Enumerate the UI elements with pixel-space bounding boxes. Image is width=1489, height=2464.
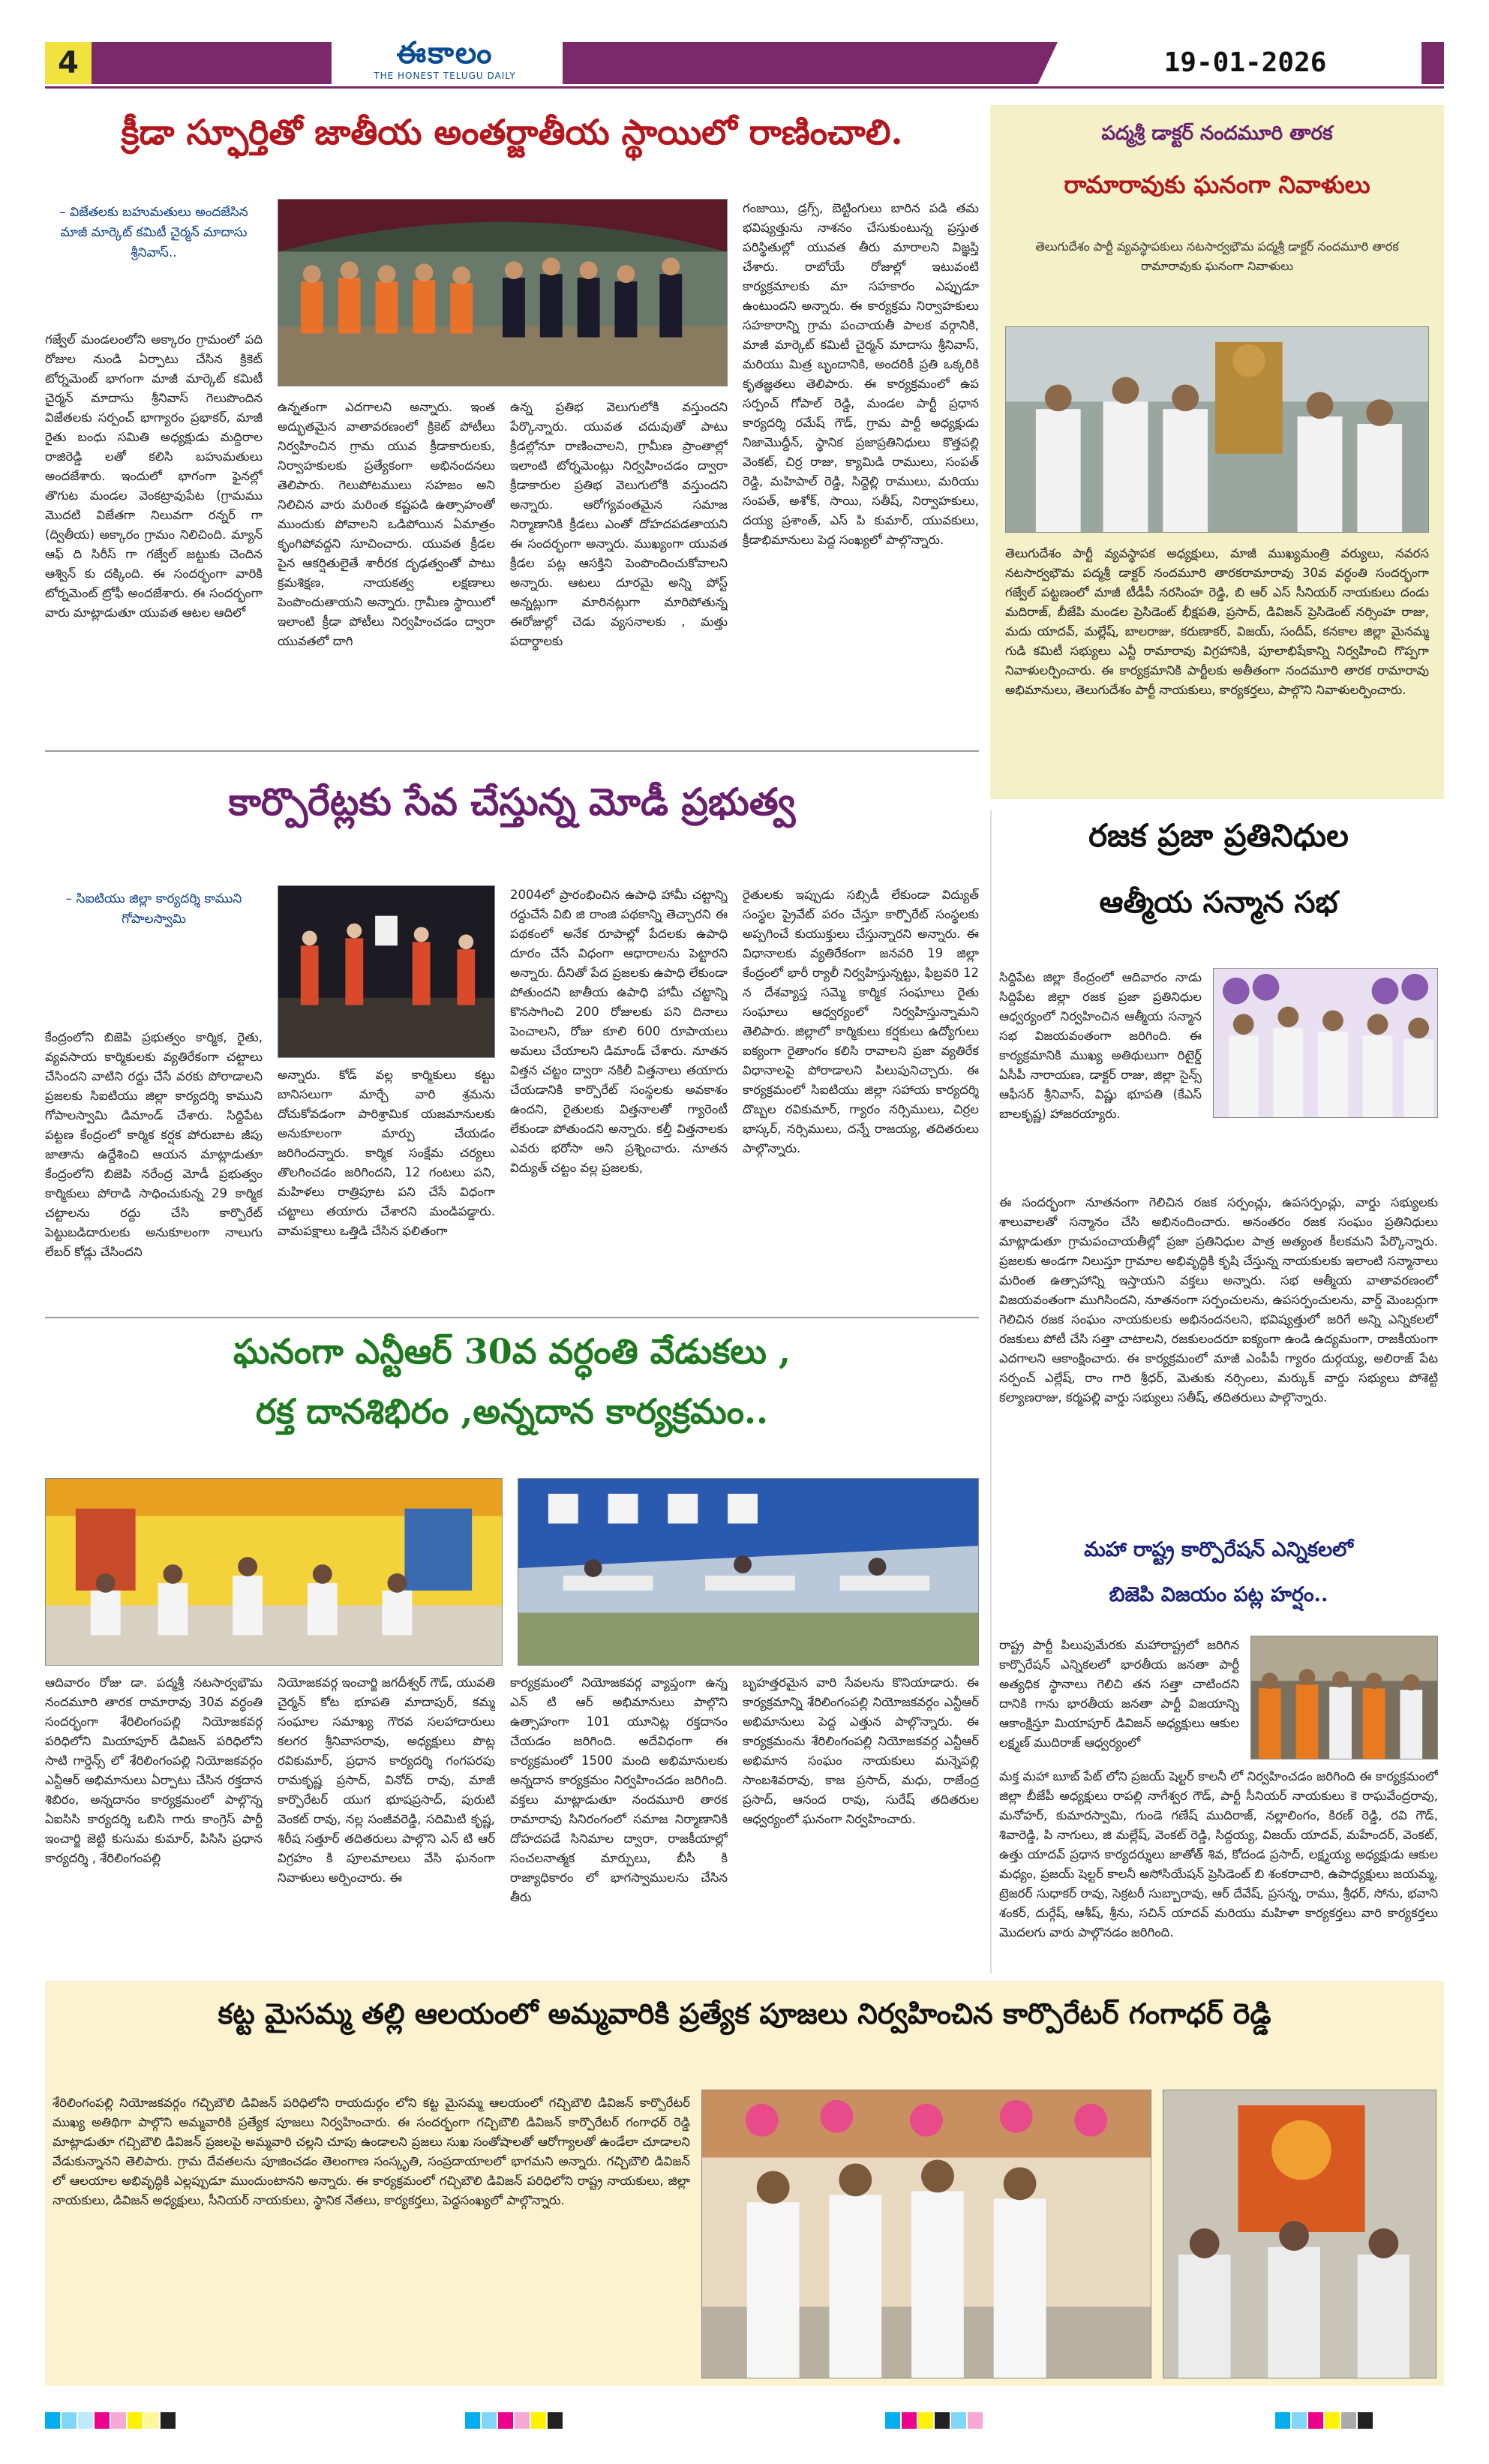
sidebar2-body2-top: రాష్ట్ర పార్టీ పిలుపుమేరకు మహారాష్ట్రలో జరిగిన కార్పొరేషన్ ఎన్నికలలో భారతీయ జనతా పార్టీ అత్యధిక స్థానాలు గెలిచి తన సత్తా చాటిందని దానికి గాను భారతీయ జనతా పార్టీ విజయాన్ని ఆకాంక్షిస్తూ మియాపూర్ డివిజన్ అధ్యక్షులు ఆకుల లక్ష్మణ్ ముదిరాజ్ ఆధ్వర్యంలో	[999, 1638, 1239, 1750]
story1-column-2: ఉన్నతంగా ఎదగాలని అన్నారు. ఇంత అద్భుతమైన వాతావరణంలో క్రికెట్ పోటీలు నిర్వహించిన గ్రామ యువ క్రీడాకారులకు, నిర్వాహకులకు ప్రత్యేకంగా అభినందనలు తెలిపారు. గెలుపోటములు సహజం అని నిలిచిన వారు మరింత కష్టపడి ఉత్సాహంతో ముందుకు పోవాలని ఒడిపోయిన ఏమాత్రం కృంగిపోవద్దని సూచించారు. యువత క్రీడల పైన ఆకర్షితులైతే శారీరక దృఢత్వంతో పాటు క్రమశిక్షణ, నాయకత్వ లక్షణాలు పెంపొందుతాయని అన్నారు. గ్రామీణ స్థాయిలో ఇలాంటి క్రీడా పోటీలు నిర్వహించడం ద్వారా యువతలో దాగి	[278, 400, 495, 648]
issue-date: 19-01-2026	[1163, 47, 1327, 78]
sidebar2-body2: మక్త మహా బూబ్ పేట్ లోని ప్రజయ్ షెల్టర్ కాలనీ లో నిర్వహించడం జరిగింది ఈ కార్యక్రమంలో జిల్లా బీజేపీ అధ్యక్షులు రాపల్లి నాగేశ్వర గౌడ్, పార్టీ సీనియర్ నాయకులు కె రాఘవేంద్రరావు, మనోహర్, కుమారస్వామి, గుండె గణేష్ ముదిరాజ్, నల్లాలింగం, కిరణ్ రెడ్డి, రవి గౌడ్, శివారెడ్డి, పి నాగులు, జి మల్లేష్, వెంకట్ రెడ్డి, సిద్దయ్య, విజయ్ యాదవ్, మహేందర్, వెంకట్, ఉత్తు యాదవ్ ప్రధాన కార్యదర్శులు జాతోత్ శివ, కోదండ ప్రసాద్, లక్ష్మయ్య అధ్యక్షుడు ఆకుల మధ్యం, ప్రజయ్ షెల్టర్ కాలనీ అసోసియేషన్ ప్రెసిడెంట్ బి శంకరాచారి, ఉపాధ్యక్షులు జయమ్మ, ట్రెజరర్ సుధాకర్ రావు, సెక్రటరీ సుబ్బారావు, ఆర్ దేవేష్, ప్రసన్న, రాము, శ్రీధర్, సోను, భవాని శంకర్, దుర్గేష్, ఆశీష్, శ్రీను, సచిన్ యాదవ్ మరియు మహిళా కార్యకర్తలు వారి కార్యకర్తలు మొదలగు వారు పాల్గొనడం జరిగింది.	[999, 1769, 1438, 1940]
sidebar-ntr-tribute	[990, 105, 1444, 799]
header-bar-middle	[563, 42, 1058, 84]
masthead-logo: ఈకాలం	[396, 35, 494, 71]
divider-2	[45, 1317, 979, 1318]
bjp-celebration-photo	[1251, 1636, 1437, 1759]
header-bar-right	[1421, 42, 1444, 84]
story2-column-2: అన్నారు. కోడ్ వల్ల కార్మికులు కట్టు బానిసలుగా మార్చే వారి శ్రమను దోచుకోవడంగా పారిశ్రామిక యజమానులకు అనుకూలంగా మార్పు చేయడం జరిగిందన్నారు. కార్మిక సంక్షేమ చర్యలు తొలగించడం జరిగిందని, 12 గంటలు పని, మహిళలు రాత్రిపూట పని చేసే విధంగా చట్టాలు తయారు చేశారని మండిపడ్డారు. వామపక్షాలు ఒత్తిడి చేసిన ఫలితంగా	[278, 1068, 495, 1238]
story1-column-3: ఉన్న ప్రతిభ వెలుగులోకి వస్తుందని పేర్కొన్నారు. యువత చదువుతో పాటు క్రీడల్లోనూ రాణించాలని, గ్రామీణ ప్రాంతాల్లో ఇలాంటి టోర్నమెంట్లు నిర్వహించడం ద్వారా క్రీడాకారుల ప్రతిభ వెలుగులోకి వస్తుందని అన్నారు. ఆరోగ్యవంతమైన సమాజ నిర్మాణానికి క్రీడలు ఎంతో దోహదపడతాయని ఈ సందర్భంగా అన్నారు. ముఖ్యంగా యువత క్రీడల పట్ల ఆసక్తిని పెంపొందించుకోవాలని అన్నారు. ఆటలు దూరమై అన్ని పోస్ట్ అన్నట్లుగా మారినట్లుగా మారిపోతున్న ఈరోజుల్లో చెడు వ్యసనాలకు , మత్తు పదార్థాలకు	[510, 400, 728, 648]
header-bar-left	[92, 42, 332, 84]
temple-puja-photo	[702, 2090, 1151, 2378]
sidebar2-body-top: సిద్దిపేట జిల్లా కేంద్రంలో ఆదివారం నాడు సిద్దిపేట జిల్లా రజక ప్రజా ప్రతినిధుల ఆధ్వర్యంలో నిర్వహించిన ఆత్మీయ సన్మాన సభ విజయవంతంగా జరిగింది. ఈ కార్యక్రమానికి ముఖ్య అతిథులుగా రిటైర్డ్ ఏసీపీ నారాయణ, డాక్టర్ రాజు, జిల్లా సైన్స్ ఆఫీసర్ శ్రీనివాస్, విష్ణు భూపతి (కేఎస్ బాలకృష్ణ) హాజరయ్యారు.	[999, 970, 1202, 1121]
sidebar2-headline-4: బిజెపి విజయం పట్ల హర్షం..	[1109, 1583, 1328, 1606]
story3-headline-1: ఘనంగా ఎన్టీఆర్ 30వ వర్ధంతి వేడుకలు ,	[233, 1331, 791, 1372]
sidebar2-photo-2	[1250, 1636, 1438, 1759]
page-header	[45, 36, 1444, 89]
cmyk-swatch-left	[45, 2412, 188, 2429]
registration-bar-right	[1275, 2412, 1418, 2429]
story2-photo	[278, 885, 495, 1058]
cmyk-swatch-right	[1275, 2412, 1418, 2429]
story1-column-4: గంజాయి, డ్రగ్స్, బెట్టింగులు బారిన పడి తమ భవిష్యత్తును నాశనం చేసుకుంటున్న ప్రస్తుత పరిస్థితుల్లో యువత తీరు మారాలని విజ్ఞప్తి చేశారు. రాబోయే రోజుల్లో ఇటువంటి కార్యక్రమాలకు మా సహకారం ఎప్పుడూ ఉంటుందని అన్నారు. ఈ కార్యక్రమ నిర్వాహకులు సహకారాన్ని గ్రామ పంచాయతీ పాలక వర్గానికి, మాజీ మార్కెట్ కమిటీ చైర్మన్ మాదాసు శ్రీనివాస్, మరియు మిత్ర బృందానికి, అందరికీ ప్రతి ఒక్కరికి కృతజ్ఞతలు తెలిపారు. ఈ కార్యక్రమంలో ఉప సర్పంచ్ గోపాల్ రెడ్డి, మండల పార్టీ ప్రధాన కార్యదర్శి రమేష్ గౌడ్, గ్రామ పార్టీ అధ్యక్షుడు నిజామొద్దీన్, స్థానిక ప్రజాప్రతినిధులు కొత్తపల్లి వెంకట్, చిర్ర రాజు, క్యామిడి రాములు, సంపత్ రెడ్డి, మహిపాల్ రెడ్డి, సిద్దెల్లి రాములు, మరియు సంపత్, అశోక్, సాయి, సతీష్, నిర్వాహకులు, దయ్య ప్రశాంత్, ఎస్ పి కుమార్, యువకులు, క్రీడాభిమానులు పెద్ద సంఖ్యలో పాల్గొన్నారు.	[743, 201, 979, 547]
story4-photo-2	[1163, 2090, 1436, 2378]
story3-headline-2: రక్త దానశిభిరం ,అన్నదాన కార్యక్రమం..	[255, 1391, 769, 1432]
story4-block	[45, 1981, 1444, 2386]
story3-column-2: నియోజకవర్గ ఇంచార్జి జగదీశ్వర్ గౌడ్, యువతి చైర్మన్ కోట భూపతి మాదాపుర్, కమ్మ సంఘాల సమాఖ్య గౌరవ సలహాదారులు కలగర శ్రీనివాసరావు, అధ్యక్షులు పొట్ల రవికుమార్, ప్రధాన కార్యదర్శి గంగపరపు రామకృష్ణ ప్రసాద్, వినోద్ రావు, మాజీ కార్పొరేటర్ యుగ భూషప్రసాద్, పురుటి వెంకట్ రావు, నల్ల సంజీవరెడ్డి, సదిమిటి కృష్ణ, శిరీష సత్తూర్ తదితరులు పాల్గొని ఎన్ టి ఆర్ విగ్రహం కి పూలమాలలు వేసి ఘనంగా నివాళులు అర్పించారు. ఈ	[278, 1675, 495, 1885]
story4-photo-1	[701, 2090, 1151, 2378]
sidebar1-photo	[1005, 326, 1429, 533]
masthead-tagline: THE HONEST TELUGU DAILY	[374, 71, 516, 81]
story1-photo	[278, 199, 728, 386]
sidebar2-headline-1: రజక ప్రజా ప్రతినిధుల	[1088, 817, 1349, 854]
sidebar2-photo-1	[1213, 968, 1438, 1118]
story1-headline: క్రీడా స్ఫూర్తితో జాతీయ అంతర్జాతీయ స్థాయిలో రాణించాలి.	[121, 112, 903, 152]
ntr-statue-photo	[1006, 327, 1428, 532]
sidebar-rajaka-felicitation	[990, 810, 1444, 1973]
sidebar2-headline-2: ఆత్మీయ సన్మాన సభ	[1099, 885, 1338, 920]
divider-1	[45, 750, 979, 752]
story3-column-4: బృహత్తరమైన వారి సేవలను కొనియాడారు. ఈ కార్యక్రమాన్ని శేరిలింగంపల్లి నియోజకవర్గం ఎన్టీఆర్ అభిమానులు పెద్ద ఎత్తున పాల్గొన్నారు. ఈ కార్యక్రమంను శేరిలింగంపల్లి నియోజకవర్గ ఎన్టీఆర్ అభిమాన సంఘం నాయకులు మన్నెపల్లి సాంబశివరావు, కాజ ప్రసాద్, మధు, రాజేంద్ర ప్రసాద్, ఆనంద రావు, సురేష్ తదితరుల ఆధ్వర్యంలో ఘనంగా నిర్వహించారు.	[743, 1675, 979, 1826]
registration-bar-mid-1	[465, 2412, 608, 2429]
story1-byline: – విజేతలకు బహుమతులు అందజేసిన మాజీ మార్కెట్ కమిటీ చైర్మన్ మాదాసు శ్రీనివాస్..	[59, 205, 248, 261]
story3-column-1: ఆదివారం రోజు డా. పద్మశ్రీ నటసార్వభౌమ నందమూరి తారక రామారావు 30వ వర్ధంతి సందర్భంగా శేరిలింగంపల్లి నియోజకవర్గ పరిధిలోని మియాపూర్ డివిజన్ పరిధిలోని సాటి గార్డెన్స్ లో శేరిలింగంపల్లి నియోజకవర్గం ఎన్టీఆర్ అభిమానులు ఏర్పాటు చేసిన రక్తదాన శిబిరం, అన్నదానం కార్యక్రమంలో పాల్గొన్న ఏఐసిసి కార్యదర్శి ఒబిసి గారు కాంగ్రెస్ పార్టీ ఇంచార్జి జెట్టి కుసుమ కుమార్, పిసిసి ప్రధాన కార్యదర్శి , శేరిలింగంపల్లి	[45, 1675, 263, 1865]
registration-bar-left	[45, 2412, 188, 2429]
ntr-vardhanti-stage-photo	[46, 1479, 502, 1665]
story1-column-1: గజ్వేల్ మండలంలోని అక్కారం గ్రామంలో పది రోజుల నుండి ఏర్పాటు చేసిన క్రికెట్ టోర్నమెంట్ భాగంగా మాజీ మార్కెట్ కమిటీ చైర్మన్ మాదాసు శ్రీనివాస్ గెలుపొందిన విజేతలకు సర్పంచ్ భాగ్యారం ప్రభాకర్, మాజీ రైతు బంధు సమితి అధ్యక్షుడు మద్దిరాల రాజిరెడ్డి లతో కలిసి బహుమతులు అందజేశారు. ఇందులో భాగంగా ఫైనల్లో తొగుట మండల వెంకట్రావుపేట (గ్రామము మొదటి విజేతగా నిలువగా రన్నర్ గా (ద్వితీయ) అక్కారం గ్రామం నిలిచింది. మ్యాన్ ఆఫ్ ది సిరీస్ గా గజ్వేల్ జట్టుకు చెందిన ఆశ్విన్ కు దక్కింది. ఈ సందర్భంగా వారికి టోర్నమెంట్ ట్రోఫీ అందజేశారు. ఈ సందర్భంగా వారు మాట్లాడుతూ యువత ఆటల ఆదిలో	[45, 332, 263, 620]
story3-photo-2	[518, 1478, 979, 1666]
rally-photo	[278, 886, 494, 1057]
story2-column-1: కేంద్రంలోని బిజెపి ప్రభుత్వం కార్మిక, రైతు, వ్యవసాయ కార్మికులకు వ్యతిరేకంగా చట్టాలు చేసిందని వాటిని రద్దు చేసే వరకు పోరాడాలని ప్రజలకు సిఐటియు జిల్లా కార్యదర్శి కాముని గోపాలస్వామి డిమాండ్ చేశారు. సిద్దిపేట పట్టణ కేంద్రంలో కార్మిక కర్షక పోరుబాట జీపు జాతాను ఉద్దేశించి ఆయన మాట్లాడుతూ కేంద్రంలోని బిజెపి నరేంద్ర మోడీ ప్రభుత్వం కార్మికులు పోరాడి సాధించుకున్న 29 కార్మిక చట్టాలను రద్దు చేసి కార్పొరేట్ పెట్టుబడిదారులకు అనుకూలంగా నాలుగు లేబర్ కోడ్లు చేసిందని	[45, 1030, 263, 1259]
sidebar2-body: ఈ సందర్భంగా నూతనంగా గెలిచిన రజక సర్పంచ్లు, ఉపసర్పంచ్లు, వార్డు సభ్యులకు శాలువాలతో సన్మానం చేసి అభినందించారు. అనంతరం రజక సంఘం ప్రతినిధులు మాట్లాడుతూ గ్రామపంచాయతీల్లో ప్రజా ప్రతినిధుల పాత్ర అత్యంత కీలకమని పేర్కొన్నారు. ప్రజలకు అండగా నిలుస్తూ గ్రామాల అభివృద్ధికి కృషి చేస్తున్న నాయకులకు ఇలాంటి సన్మానాలు మరింత ఉత్సాహాన్ని ఇస్తాయని వక్తలు అన్నారు. సభ ఆత్మీయ వాతావరణంలో విజయవంతంగా ముగిసిందని, నూతనంగా సర్పంచులను, ఉపసర్పంచులను, వార్డ్ మెంబర్లుగా గెలిచిన రజక సంఘం నాయకులకు అభినందనలని, భవిష్యత్తులో జరిగే అన్ని ఎన్నికలలో రజకులు పోటీ చేసి సత్తా చాటాలని, రజకులందరూ ఐక్యంగా ఉండి ఉద్యమంగా, రాజకీయంగా ఎదగాలని ఆకాంక్షించారు. ఈ కార్యక్రమంలో మాజీ ఎంపీపీ గ్యారం దుర్గయ్య, అలిరాజ్ పేట సర్పంచ్ ఎల్లేష్, రాం గారి శ్రీధర్, మెతుకు నర్సింలు, మర్కుక్ వార్డు సభ్యులు పోశెట్టి కల్యాణరాజు, కర్మపల్లి వార్డు సభ్యులు సతీష్, తదితరులు పాల్గొన్నారు.	[999, 1195, 1438, 1405]
felicitation-photo	[1214, 969, 1437, 1117]
sidebar1-headline-1: పద్మశ్రీ డాక్టర్ నందమూరి తారక	[1101, 122, 1333, 145]
blood-donation-camp-photo	[518, 1479, 978, 1665]
story3-photo-1	[45, 1478, 503, 1666]
cricket-team-photo	[278, 200, 727, 386]
story4-body: శేరిలింగంపల్లి నియోజకవర్గం గచ్చిబౌలి డివిజన్ పరిధిలోని రాయదుర్గం లోని కట్ట మైసమ్మ ఆలయంలో గచ్చిబౌలి డివిజన్ కార్పొరేటర్ ముఖ్య అతిథిగా పాల్గొని అమ్మవారికి ప్రత్యేక పూజలు నిర్వహించారు. ఈ సందర్భంగా గచ్చిబౌలి డివిజన్ కార్పొరేటర్ గంగాధర్ రెడ్డి మాట్లాడుతూ గచ్చిబౌలి డివిజన్ ప్రజలపై అమ్మవారి చల్లని చూపు ఉండాలని ప్రజలు సుఖ సంతోషాలతో ఆరోగ్యాలతో ఉండేలా చూడాలని వేడుకున్నానని తెలిపారు. గ్రామ దేవతలను పూజించడం తెలంగాణ సంస్కృతి, సంప్రదాయాలలో భాగమని అన్నారు. గచ్చిబౌలి డివిజన్ లో ఆలయాల అభివృద్ధికి ఎల్లప్పుడూ ముందుంటానని అన్నారు. ఈ కార్యక్రమంలో గచ్చిబౌలి డివిజన్ పరిధిలోని రాష్ట్ర నాయకులు, జిల్లా నాయకులు, డివిజన్ అధ్యక్షులు, సీనియర్ నాయకులు, స్థానిక నేతలు, కార్యకర్తలు, పెద్దసంఖ్యలో పాల్గొన్నారు.	[53, 2096, 690, 2207]
story2-column-4: రైతులకు ఇప్పుడు సబ్సిడీ లేకుండా విద్యుత్ సంస్థల ప్రైవేట్ పరం చేస్తూ కార్పొరేట్ సంస్థలకు అప్పగించే కుయుక్తులు చేస్తున్నారని అన్నారు. ఈ విధానాలకు వ్యతిరేకంగా జనవరి 19 జిల్లా కేంద్రంలో భారీ ర్యాలీ నిర్వహిస్తున్నట్టు, ఫిబ్రవరి 12 న దేశవ్యాప్త సమ్మె కార్మిక సంఘాలు రైతు సంఘాలు ఆధ్వర్యంలో నిర్వహిస్తున్నామని తెలిపారు. జిల్లాలో కార్మికులు కర్షకులు ఉద్యోగులు ఐక్యంగా రైతాంగం కలిసి రావాలని ప్రజా వ్యతిరేక విధానాలపై పోరాడాలని పిలుపునిచ్చారు. ఈ కార్యక్రమంలో సిఐటియు జిల్లా సహాయ కార్యదర్శి దొబ్బల రవికుమార్, గ్యారం నర్సిములు, చిర్రల భాస్కర్, నర్సిములు, దన్నే రాజయ్య, తదితరులు పాల్గొన్నారు.	[743, 888, 979, 1155]
story4-headline: కట్ట మైసమ్మ తల్లి ఆలయంలో అమ్మవారికి ప్రత్యేక పూజలు నిర్వహించిన కార్పొరేటర్ గంగాధర్ రెడ్డి	[218, 1997, 1271, 2030]
sidebar1-headline-2: రామారావుకు ఘనంగా నివాళులు	[1064, 170, 1370, 199]
cmyk-swatch-mid-2	[885, 2412, 1028, 2429]
masthead	[336, 36, 554, 87]
story3-column-3: కార్యక్రమంలో నియోజకవర్గ వ్యాప్తంగా ఉన్న ఎన్ టి ఆర్ అభిమానులు పాల్గొని ఉత్సాహంగా 101 యూనిట్ల రక్తదానం చేయడం జరిగింది. అదేవిధంగా ఈ కార్యక్రమంలో 1500 మంది అభిమానులకు అన్నదాన కార్యక్రమం నిర్వహించడం జరిగింది. వక్తలు మాట్లాడుతూ నందమూరి తారక రామారావు సినిరంగంలో సమాజ నిర్మాణానికి దోహదపడే సినిమాల ద్వారా, రాజకీయాల్లో సంచలనాత్మక మార్పులు, బీసీ కి రాజ్యాధికారం లో భాగస్వాములను చేసిన తీరు	[510, 1675, 728, 1904]
sidebar2-headline-3: మహా రాష్ట్ర కార్పొరేషన్ ఎన్నికలలో	[1084, 1538, 1353, 1561]
story2-headline: కార్పొరేట్లకు సేవ చేస్తున్న మోడీ ప్రభుత్వ	[228, 780, 796, 824]
story2-column-3: 2004లో ప్రారంభించిన ఉపాధి హామీ చట్టాన్ని రద్దుచేసే విబి జి రాంజి పథకాన్ని తెచ్చారని ఈ పథకంలో అనేక రూపాల్లో పేదలకు ఉపాధి దూరం చేసే విధంగా ఆధారాలను పెట్టారని అన్నారు. దీనితో పేద ప్రజలకు ఉపాధి లేకుండా పోతుందని జాతీయ ఉపాధి హామీ చట్టాన్ని కొనసాగించి 200 రోజులకు పని దినాలు పెంచాలని, రోజు కూలి 600 రూపాయలు అమలు చేయాలని డిమాండ్ చేశారు. నూతన విత్తన చట్టం ద్వారా నకిలీ విత్తనాలు తయారు చేయడానికి కార్పొరేట్ సంస్థలకు అవకాశం ఉందని, రైతులకు విత్తనాలతో గ్యారెంటీ లేకుండా పోతుందని అన్నారు. కల్తీ విత్తనాలకు ఎవరు భరోసా అని ప్రశ్నించారు. నూతన విద్యుత్ చట్టం వల్ల ప్రజలకు,	[510, 888, 728, 1175]
sidebar1-body: తెలుగుదేశం పార్టీ వ్యవస్థాపక అధ్యక్షులు, మాజీ ముఖ్యమంత్రి వర్యులు, నవరస నటసార్వభౌమ పద్మశ్రీ డాక్టర్ నందమూరి తారకరామారావు 30వ వర్ధంతి సందర్భంగా గజ్వేల్ పట్టణంలో మాజీ టీడీపీ నరసింహ రెడ్డి, బి ఆర్ ఎస్ సీనియర్ నాయకులు దండు మదిరాజ్, బీజేపి మండల ప్రెసిడెంట్ భీక్షపతి, ప్రసాద్, డివిజన్ ప్రెసిడెంట్ నర్సింహ రాజు, మదు యాదవ్, మల్లేష్, బాలరాజు, కరుణాకర్, విజయ్, సందీప్, కనకాల జిల్లా మైనమ్మ గుడి కమిటీ సభ్యులు ఎన్టీ రామారావు విగ్రహానికి, పూలాభిషేకాన్ని నిర్వహించి గొప్పగా నివాళులర్పించారు. ఈ కార్యక్రమానికి పార్టీలకు అతీతంగా నందమూరి తారక రామారావు అభిమానులు, తెలుగుదేశం పార్టీ నాయకులు, కార్యకర్తలు, పాల్గొని నివాళులర్పించారు.	[1005, 546, 1429, 697]
page-number: 4	[45, 42, 92, 84]
registration-bar-mid-2	[885, 2412, 1028, 2429]
sidebar1-byline: తెలుగుదేశం పార్టీ వ్యవస్థాపకులు నటసార్వభౌమ పద్మశ్రీ డాక్టర్ నందమూరి తారక రామారావుకు ఘనంగా నివాళులు	[1035, 239, 1399, 273]
cmyk-swatch-mid-1	[465, 2412, 608, 2429]
goddess-idol-photo	[1163, 2090, 1436, 2378]
story2-byline: – సిఐటియు జిల్లా కార్యదర్శి కాముని గోపాలస్వామి	[65, 891, 242, 927]
